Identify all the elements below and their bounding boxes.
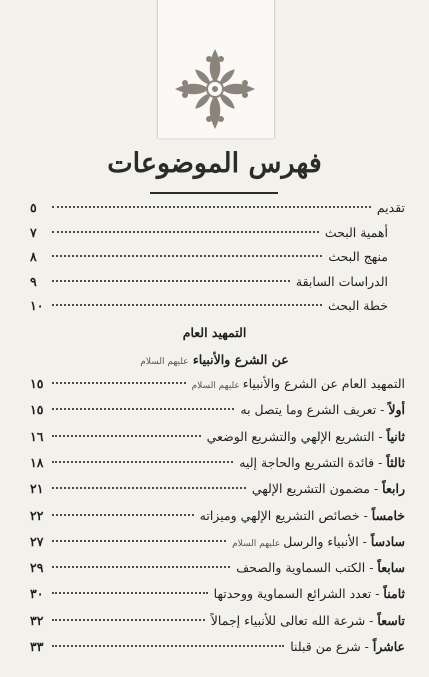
dot-leader [52,408,234,410]
toc-entry-text: أهمية البحث [324,224,388,240]
toc-entry-text: - شرعة الله تعالى للأنبياء إجمالاً [210,612,378,628]
section-subheading-honorific: عليهم السلام [140,357,189,367]
dot-leader [52,592,208,594]
toc-entry-page: ٣٢ [30,612,44,628]
section-heading: التمهيد العام [182,325,247,340]
toc-entry-ordinal: سابعاً [377,560,405,576]
toc-entry-page: ٣٠ [30,586,44,602]
dot-leader [52,619,205,621]
toc-entry-ordinal: عاشراً [372,639,405,654]
toc-entry-page: ٧ [30,224,37,240]
toc-entry-label [200,508,405,523]
dot-leader [52,255,322,257]
toc-entry-label [239,455,405,470]
toc-entry-text: - التشريع الإلهي والتشريع الوضعي [206,428,387,444]
toc-entry-label [240,402,405,417]
toc-entry-page: ٥ [30,200,37,215]
toc-entry [30,613,405,635]
toc-entry-page: ٢٢ [30,507,44,523]
toc-entry-ordinal: ثانياً [386,428,405,444]
toc-entry-label [214,586,405,601]
toc-entry-ordinal: خامساً [371,507,405,523]
dot-leader [52,645,284,647]
toc-entry-ordinal: أولاً [388,402,405,418]
toc-entry-label [377,200,405,215]
toc-entry [30,402,405,424]
toc-entry-page: ١٥ [30,376,44,391]
toc-entry-label [325,225,388,240]
toc-entry-ordinal: تاسعاً [377,612,405,628]
toc-entry-label [290,639,405,654]
toc-entry-page: ٢٧ [30,533,44,549]
floral-arabesque-icon [172,46,258,132]
toc-entry-label [192,376,405,391]
toc-entry [30,481,405,503]
toc-entry-ordinal: ثامناً [383,586,405,602]
toc-entry-text: - تعريف الشرع وما يتصل به [240,402,389,418]
toc-entry-ordinal: ثالثاً [386,454,405,470]
toc-entry [30,429,405,451]
dot-leader [52,231,319,233]
section-subheading [0,352,429,367]
toc-entry-ordinal: سادساً [370,533,405,549]
toc-entry-text: - الكتب السماوية والصحف [236,560,378,576]
toc-entry-ordinal: رابعاً [382,481,405,497]
toc-entry [30,534,405,556]
toc-entry-text: التمهيد العام عن الشرع والأنبياء [242,376,405,391]
toc-entry [30,508,405,530]
toc-entry-honorific: عليهم السلام [191,381,243,391]
toc-entry-label [211,613,405,628]
toc-entry-text: تقديم [376,200,405,215]
dot-leader [52,304,322,306]
toc-entry [30,298,388,320]
dot-leader [52,206,371,208]
toc-entry-label [296,274,388,289]
title-underline [150,192,278,194]
toc-entry-label [328,298,388,313]
dot-leader [52,280,290,282]
toc-entry-label [207,429,405,444]
toc-entry-text: - خصائص التشريع الإلهي وميزاته [199,507,372,523]
toc-entry-page: ٩ [30,273,37,289]
toc-entry [30,200,405,222]
toc-entry [30,376,405,398]
toc-entry-text: - مضمون التشريع الإلهي [251,481,383,497]
toc-entry [30,455,405,477]
section-subheading-text: عن الشرع والأنبياء [192,352,289,367]
dot-leader [52,461,233,463]
toc-entry-page: ١٦ [30,428,44,444]
dot-leader [52,566,230,568]
toc-entry-page: ١٨ [30,454,44,470]
toc-entry-honorific: عليهم السلام [232,538,284,549]
dot-leader [52,487,246,489]
toc-entry-text: - تعدد الشرائع السماوية ووحدتها [213,586,384,602]
toc-entry-label [232,534,405,549]
toc-entry-page: ١٠ [30,298,44,313]
toc-entry [30,249,388,271]
toc-entry-page: ٨ [30,249,37,264]
toc-entry [30,586,405,608]
toc-entry [30,274,388,296]
toc-entry-text: الدراسات السابقة [295,273,388,289]
dot-leader [52,540,226,542]
toc-entry [30,225,388,247]
toc-entry [30,639,405,661]
toc-entry-label [252,481,405,496]
toc-entry-text: - شرع من قبلنا [290,639,373,654]
dot-leader [52,435,201,437]
toc-entry-text: - الأنبياء والرسل [283,533,371,549]
toc-entry-page: ٢٩ [30,560,44,576]
toc-entry-label [236,560,405,575]
toc-entry-text: منهج البحث [328,249,388,264]
toc-entry-label [328,249,388,264]
toc-entry [30,560,405,582]
dot-leader [52,514,194,516]
page-title: فهرس الموضوعات [107,148,322,179]
toc-entry-page: ١٥ [30,402,44,418]
dot-leader [52,382,186,384]
toc-entry-page: ٢١ [30,481,44,497]
toc-entry-text: خطة البحث [327,298,388,313]
toc-entry-text: - فائدة التشريع والحاجة إليه [239,454,387,470]
toc-entry-page: ٣٣ [30,639,44,654]
